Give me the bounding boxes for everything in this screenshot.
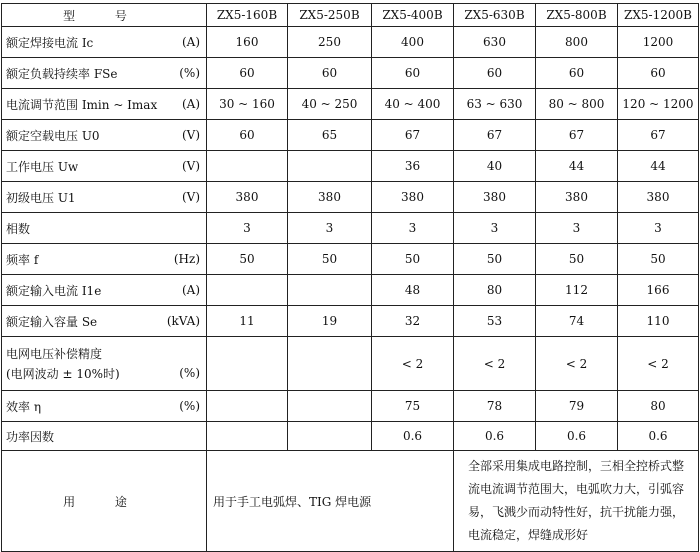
spec-row (2, 213, 699, 244)
param-name: 初级电压 U1 (6, 190, 76, 205)
value-cell (288, 337, 372, 391)
compensation-row (2, 337, 699, 391)
param-name: 额定输入电流 I1e (6, 283, 102, 298)
value-cell: 80 ~ 800 (536, 89, 618, 120)
value-cell: 60 (288, 58, 372, 89)
value-cell: 50 (454, 244, 536, 275)
param-name: 电流调节范围 Imin ~ Imax (6, 97, 158, 112)
value-cell: 40 ~ 400 (372, 89, 454, 120)
value-cell: 630 (454, 27, 536, 58)
spec-row (2, 27, 699, 58)
value-cell: 40 (454, 151, 536, 182)
value-cell: 380 (207, 182, 288, 213)
value-cell: 0.6 (618, 422, 699, 451)
value-cell: 380 (288, 182, 372, 213)
param-name: 频率 f (6, 252, 39, 267)
value-cell: 800 (536, 27, 618, 58)
value-cell: 63 ~ 630 (454, 89, 536, 120)
value-cell: 67 (536, 120, 618, 151)
value-cell: 40 ~ 250 (288, 89, 372, 120)
param-name-cell (2, 182, 207, 213)
header-label: 型 号 (2, 4, 207, 27)
usage-label: 用 途 (2, 451, 207, 552)
efficiency-row (2, 391, 699, 422)
param-name-line1: 电网电压补偿精度 (6, 346, 103, 361)
param-name-cell (2, 120, 207, 151)
value-cell (207, 151, 288, 182)
value-cell: 160 (207, 27, 288, 58)
param-unit: (V) (181, 128, 200, 142)
value-cell (207, 391, 288, 422)
value-cell (288, 275, 372, 306)
value-cell: < 2 (536, 337, 618, 391)
param-name: 相数 (6, 221, 31, 236)
value-cell: 67 (618, 120, 699, 151)
param-name: 额定焊接电流 Ic (6, 35, 94, 50)
value-cell: 0.6 (454, 422, 536, 451)
value-cell: 53 (454, 306, 536, 337)
spec-table (1, 3, 699, 552)
value-cell: 79 (536, 391, 618, 422)
value-cell: 60 (207, 120, 288, 151)
spec-row (2, 58, 699, 89)
value-cell: 380 (372, 182, 454, 213)
param-name-cell (2, 27, 207, 58)
value-cell (207, 275, 288, 306)
model-header: ZX5-250B (288, 4, 372, 27)
value-cell: 67 (454, 120, 536, 151)
value-cell: 380 (536, 182, 618, 213)
value-cell: 44 (618, 151, 699, 182)
value-cell: 44 (536, 151, 618, 182)
model-header: ZX5-630B (454, 4, 536, 27)
value-cell: 60 (207, 58, 288, 89)
value-cell: 78 (454, 391, 536, 422)
param-unit: (%) (179, 66, 200, 80)
value-cell: 60 (536, 58, 618, 89)
param-name-cell (2, 275, 207, 306)
value-cell: 1200 (618, 27, 699, 58)
param-name-cell (2, 422, 207, 451)
value-cell: 32 (372, 306, 454, 337)
value-cell: 50 (288, 244, 372, 275)
value-cell: 50 (618, 244, 699, 275)
param-name-cell (2, 58, 207, 89)
usage-row (2, 451, 699, 552)
value-cell: 3 (207, 213, 288, 244)
value-cell (207, 422, 288, 451)
value-cell: 80 (618, 391, 699, 422)
value-cell: 3 (372, 213, 454, 244)
power-factor-row (2, 422, 699, 451)
value-cell: 120 ~ 1200 (618, 89, 699, 120)
param-unit: (%) (179, 366, 200, 381)
value-cell: < 2 (618, 337, 699, 391)
spec-row (2, 151, 699, 182)
param-unit: (V) (181, 159, 200, 173)
value-cell: 3 (288, 213, 372, 244)
value-cell: 67 (372, 120, 454, 151)
usage-text-small: 用于手工电弧焊、TIG 焊电源 (207, 451, 454, 552)
spec-row (2, 89, 699, 120)
param-name: 额定空载电压 U0 (6, 128, 100, 143)
param-unit: (V) (181, 190, 200, 204)
value-cell: 60 (372, 58, 454, 89)
value-cell: 65 (288, 120, 372, 151)
param-name: 功率因数 (6, 429, 55, 444)
value-cell: < 2 (372, 337, 454, 391)
param-unit: (kVA) (166, 314, 200, 328)
param-name: 额定输入容量 Se (6, 314, 98, 329)
value-cell: 60 (618, 58, 699, 89)
value-cell: 0.6 (372, 422, 454, 451)
param-name-cell (2, 213, 207, 244)
value-cell: 75 (372, 391, 454, 422)
value-cell: 400 (372, 27, 454, 58)
spec-row (2, 182, 699, 213)
param-name-cell (2, 89, 207, 120)
value-cell: 50 (536, 244, 618, 275)
param-name: 工作电压 Uw (6, 159, 79, 174)
value-cell: 50 (372, 244, 454, 275)
value-cell: 74 (536, 306, 618, 337)
spec-row (2, 275, 699, 306)
spec-row (2, 306, 699, 337)
value-cell: 380 (618, 182, 699, 213)
value-cell: 48 (372, 275, 454, 306)
param-unit: (A) (181, 35, 200, 49)
value-cell: 30 ~ 160 (207, 89, 288, 120)
param-name-line2: (电网波动 ± 10%时) (6, 366, 120, 381)
value-cell: 3 (536, 213, 618, 244)
value-cell (288, 422, 372, 451)
value-cell: 112 (536, 275, 618, 306)
value-cell: 36 (372, 151, 454, 182)
value-cell: 0.6 (536, 422, 618, 451)
param-name: 额定负载持续率 FSe (6, 66, 118, 81)
value-cell: 19 (288, 306, 372, 337)
param-name-cell (2, 151, 207, 182)
param-name: 效率 η (6, 399, 42, 414)
model-header: ZX5-1200B (618, 4, 699, 27)
model-header: ZX5-160B (207, 4, 288, 27)
value-cell: 3 (454, 213, 536, 244)
value-cell: 250 (288, 27, 372, 58)
value-cell: 50 (207, 244, 288, 275)
param-name-cell (2, 391, 207, 422)
value-cell: < 2 (454, 337, 536, 391)
value-cell: 380 (454, 182, 536, 213)
usage-text-large: 全部采用集成电路控制，三相全控桥式整流电流调节范围大，电弧吹力大，引弧容易，飞溅少而动特性好，抗干扰能力强，电流稳定，焊缝成形好 (454, 451, 699, 552)
param-name-cell (2, 337, 207, 391)
value-cell: 110 (618, 306, 699, 337)
param-unit: (A) (181, 97, 200, 111)
param-name-cell (2, 306, 207, 337)
model-header: ZX5-400B (372, 4, 454, 27)
param-name-cell (2, 244, 207, 275)
header-row (2, 4, 699, 27)
model-header: ZX5-800B (536, 4, 618, 27)
value-cell: 60 (454, 58, 536, 89)
value-cell: 3 (618, 213, 699, 244)
value-cell (288, 391, 372, 422)
value-cell (207, 337, 288, 391)
param-unit: (A) (181, 283, 200, 297)
value-cell: 80 (454, 275, 536, 306)
param-unit: (Hz) (173, 252, 200, 266)
param-unit: (%) (179, 399, 200, 413)
value-cell (288, 151, 372, 182)
value-cell: 11 (207, 306, 288, 337)
spec-row (2, 120, 699, 151)
spec-row (2, 244, 699, 275)
value-cell: 166 (618, 275, 699, 306)
